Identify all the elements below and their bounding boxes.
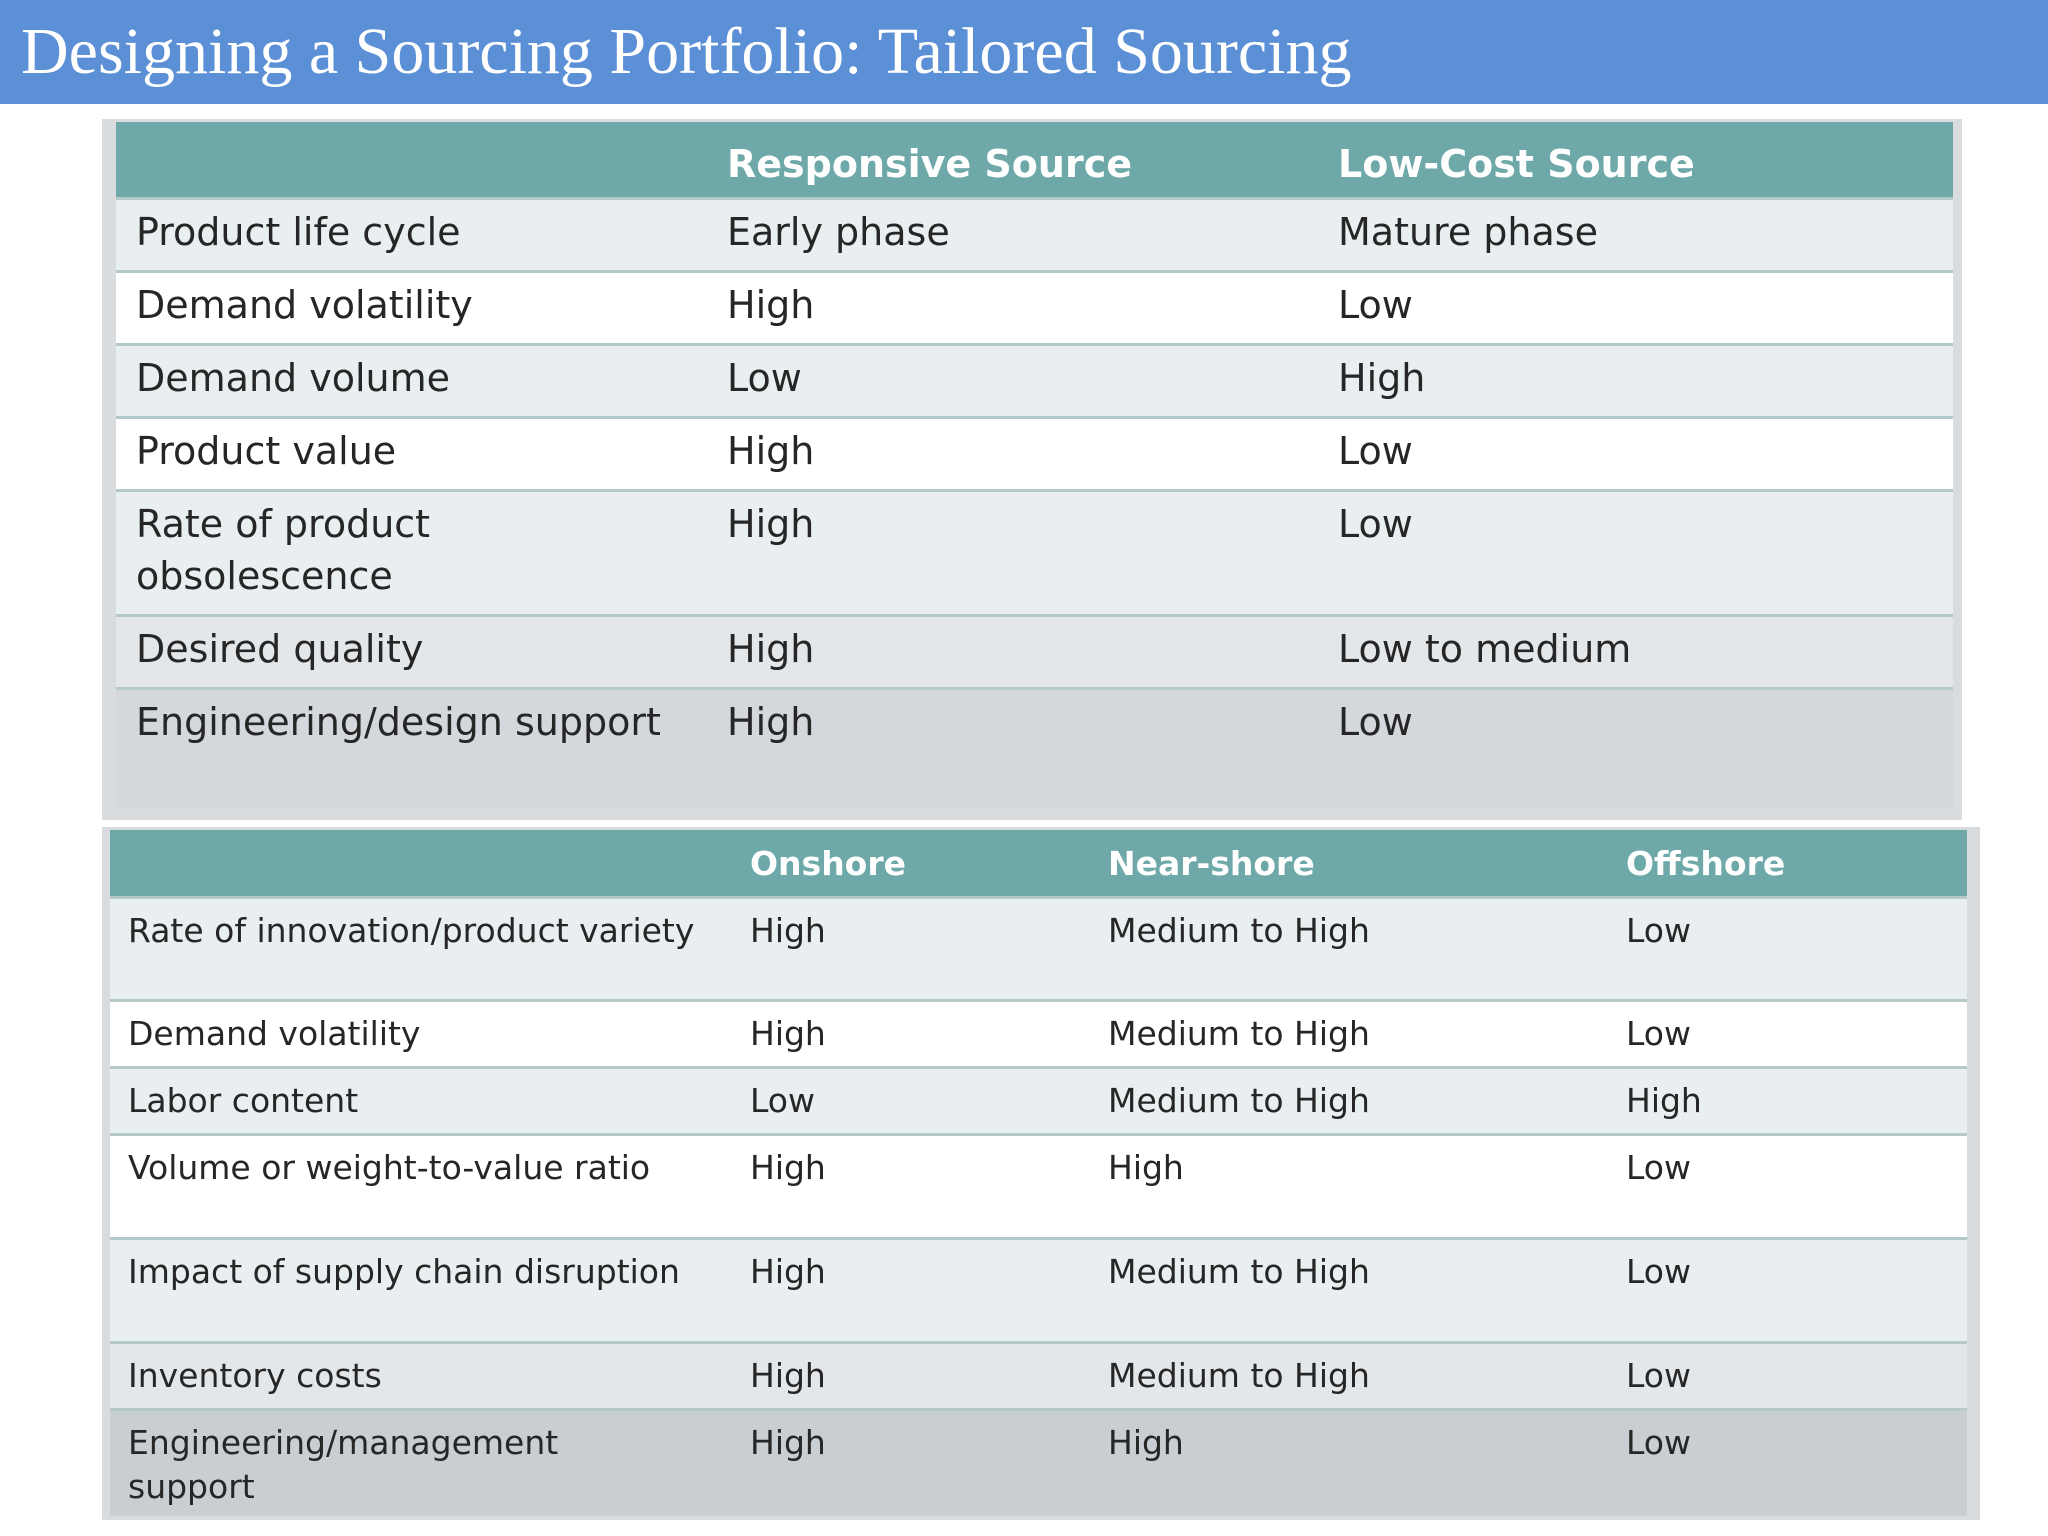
table-cell: Demand volume (136, 355, 451, 400)
table-cell: Low to medium (1338, 626, 1632, 671)
table-cell: Low (1626, 910, 1691, 950)
table-cell: Low (1338, 282, 1413, 327)
table-cell: High (727, 501, 815, 546)
table-cell: High (750, 1355, 826, 1395)
table-cell: Desired quality (136, 626, 424, 671)
table-header-cell: Onshore (750, 844, 907, 883)
table-cell: Medium to High (1108, 1355, 1370, 1395)
table-header-cell: Responsive Source (727, 142, 1132, 186)
table-cell: Low (1626, 1355, 1691, 1395)
table-header-cell (116, 122, 727, 198)
table-cell: High (750, 1013, 826, 1053)
table-cell: High (750, 1422, 826, 1462)
table-cell: High (750, 910, 826, 950)
table-cell: Product life cycle (136, 209, 461, 254)
table-cell: Low (1626, 1422, 1691, 1462)
table-cell: Low (750, 1080, 815, 1120)
table-row (116, 490, 1953, 615)
table-cell: Product value (136, 428, 397, 473)
table-row (116, 271, 1953, 344)
table-header-cell: Offshore (1626, 844, 1786, 883)
slide-title: Designing a Sourcing Portfolio: Tailored Sourcing (21, 15, 1352, 88)
table-row (110, 1134, 1967, 1238)
slide-title-bar (0, 0, 2048, 104)
table-cell: Rate of product obsolescence (136, 501, 431, 598)
table-cell: Low (1626, 1251, 1691, 1291)
table-cell: Medium to High (1108, 1251, 1370, 1291)
table-cell: High (750, 1251, 826, 1291)
table-row (110, 1409, 1967, 1516)
table-cell: Medium to High (1108, 1013, 1370, 1053)
table-header-row (116, 122, 1953, 198)
table-cell: Low (1338, 501, 1413, 546)
table-cell: Impact of supply chain disruption (128, 1251, 680, 1291)
table-header-cell (110, 830, 750, 897)
table-row (110, 1067, 1967, 1134)
table-header-cell: Low-Cost Source (1338, 142, 1695, 186)
table-cell: Low (1626, 1013, 1691, 1053)
table-header-row (110, 830, 1967, 897)
table-row (116, 688, 1953, 808)
sourcing-comparison-table (116, 122, 1953, 808)
table-row (110, 897, 1967, 1000)
table-cell: Mature phase (1338, 209, 1598, 254)
table-cell: Demand volatility (128, 1013, 421, 1053)
table-cell: Early phase (727, 209, 950, 254)
table-row (110, 1000, 1967, 1067)
table-cell: Labor content (128, 1080, 359, 1120)
table-cell: Low (1626, 1147, 1691, 1187)
table-cell: Inventory costs (128, 1355, 382, 1395)
table-row (116, 615, 1953, 688)
table-row (110, 1238, 1967, 1342)
table-cell: Volume or weight-to-value ratio (128, 1147, 651, 1187)
table-cell: Low (727, 355, 802, 400)
table-cell: Medium to High (1108, 1080, 1370, 1120)
shoring-comparison-table (110, 830, 1967, 1516)
table-cell: High (750, 1147, 826, 1187)
table-cell: Low (1338, 428, 1413, 473)
table-cell: High (727, 626, 815, 671)
table-cell: High (1626, 1080, 1702, 1120)
table-cell: High (1108, 1422, 1184, 1462)
table-cell: Low (1338, 699, 1413, 744)
table-cell: High (1108, 1147, 1184, 1187)
table-cell: Rate of innovation/product variety (128, 910, 695, 950)
table-row (116, 417, 1953, 490)
table-cell: High (727, 699, 815, 744)
table-cell: Engineering/design support (136, 699, 661, 744)
table-cell: High (727, 282, 815, 327)
table-row (110, 1342, 1967, 1409)
table-cell: High (1338, 355, 1426, 400)
table-cell: Engineering/management support (128, 1422, 559, 1506)
table-row (116, 198, 1953, 271)
table-header-cell: Near-shore (1108, 844, 1315, 883)
table-cell: High (727, 428, 815, 473)
table-cell: Medium to High (1108, 910, 1370, 950)
table-cell: Demand volatility (136, 282, 473, 327)
table-row (116, 344, 1953, 417)
